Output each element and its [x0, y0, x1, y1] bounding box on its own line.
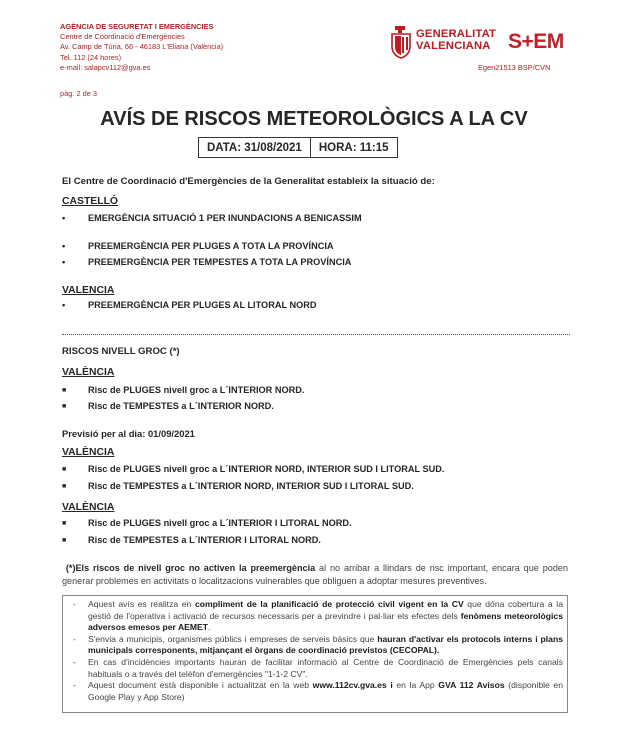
square-bullet-icon: ■ [62, 403, 67, 410]
forecast-region-heading: VALÈNCIA [62, 447, 115, 458]
square-bullet-icon: ■ [62, 387, 67, 394]
website-link[interactable]: www.112cv.gva.es i [312, 680, 393, 691]
list-item: ■ Risc de PLUGES nivell groc a L´INTERIOR NORD. [62, 385, 305, 395]
page-title: AVÍS DE RISCOS METEOROLÒGICS A LA CV [100, 108, 528, 130]
list-item: ■ Risc de TEMPESTES a L´INTERIOR NORD, INTERIOR SUD I LITORAL SUD. [62, 481, 414, 491]
square-bullet-icon: ■ [62, 483, 67, 490]
intro-text: El Centre de Coordinació d'Emergències de la Generalitat estableix la situació de: [62, 176, 435, 187]
list-item: • PREEMERGÈNCIA PER PLUGES AL LITORAL NORD [62, 300, 317, 310]
agency-address: Av. Camp de Túria, 66 - 46183 L'Eliana (València) [60, 42, 224, 52]
list-item: • PREEMERGÈNCIA PER PLUGES A TOTA LA PROVÍNCIA [62, 241, 334, 251]
square-bullet-icon: ■ [62, 537, 67, 544]
generalitat-shield-icon [388, 24, 414, 60]
issue-time: HORA: 11:15 [310, 138, 397, 157]
info-item: - En cas d'incidències importants hauran de facilitar informació al Centre de Coordinació de Emergències pels canals habituals o a través del telèfon d'emergències "1-1-2 CV". [73, 656, 563, 679]
document-code: Egen21513 BSP/CVN [478, 63, 551, 72]
yellow-risks-heading: RISCOS NIVELL GROC (*) [62, 346, 180, 357]
list-item: ■ Risc de PLUGES nivell groc a L´INTERIOR I LITORAL NORD. [62, 518, 352, 528]
agency-email: e-mail: salapcv112@gva.es [60, 62, 151, 72]
generalitat-logo-text [416, 29, 496, 52]
castello-heading: CASTELLÓ [62, 196, 118, 207]
bullet-icon: • [62, 213, 66, 223]
yellow-risk-footnote: (*)Els riscos de nivell groc no activen la preemergència al no arribar a llindars de risc important, encara que poden generar problemes en activitats o localitzacions vulnerables que obliguen a adoptar mesures preventives. [62, 563, 568, 586]
square-bullet-icon: ■ [62, 520, 67, 527]
agency-phone: Tel. 112 (24 hores) [60, 52, 122, 62]
info-item: - S'envia a municipis, organismes públics i empreses de serveis bàsics que hauran d'activar els protocols interns i plans municipals corresponents, mitjançant el òrgans de coordinació previstos (CECOPAL). [73, 633, 563, 656]
forecast-region-heading: VALÈNCIA [62, 502, 115, 513]
generalitat-line1: GENERALITAT [416, 28, 497, 40]
app-name: GVA 112 Avisos [438, 680, 505, 691]
dotted-divider [62, 334, 570, 335]
list-item: ■ Risc de TEMPESTES a L´INTERIOR NORD. [62, 401, 274, 411]
list-item: • PREEMERGÈNCIA PER TEMPESTES A TOTA LA PROVÍNCIA [62, 257, 352, 267]
issue-date: DATA: 31/08/2021 [207, 142, 302, 154]
valencia-heading: VALENCIA [62, 285, 115, 296]
list-item: ■ Risc de TEMPESTES a L´INTERIOR I LITORAL NORD. [62, 535, 321, 545]
date-time-box [198, 137, 398, 158]
agency-header [60, 22, 223, 73]
info-item: - Aquest avís es realitza en compliment de la planificació de protecció civil vigent en la CV que dóna cobertura a la gestió de l'operativa i activació de recursos necessaris per a previndre i pal·liar els efectes dels fenòmens meteorològics adversos emesos per AEMET. [73, 599, 563, 633]
forecast-label: Previsió per al dia: 01/09/2021 [62, 428, 195, 439]
agency-name: AGÈNCIA DE SEGURETAT I EMERGÈNCIES [60, 22, 214, 31]
list-item: ■ Risc de PLUGES nivell groc a L´INTERIOR NORD, INTERIOR SUD I LITORAL SUD. [62, 464, 445, 474]
sem-logo: S+EM [508, 30, 564, 53]
today-region-heading: VALÈNCIA [62, 367, 115, 378]
bullet-icon: • [62, 300, 66, 310]
centre-name: Centre de Coordinació d'Emergències [60, 32, 185, 42]
list-item: • EMERGÈNCIA SITUACIÓ 1 PER INUNDACIONS A BENICASSIM [62, 213, 362, 223]
page-number: pàg. 2 de 3 [60, 89, 97, 98]
info-item: - Aquest document està disponible i actualitzat en la web www.112cv.gva.es i en la App GVA 112 Avisos (disponible en Google Play y App Store) [73, 680, 563, 702]
info-box [62, 595, 568, 713]
generalitat-line2: VALENCIANA [416, 39, 491, 52]
bullet-icon: • [62, 241, 66, 251]
square-bullet-icon: ■ [62, 466, 67, 473]
bullet-icon: • [62, 257, 66, 267]
